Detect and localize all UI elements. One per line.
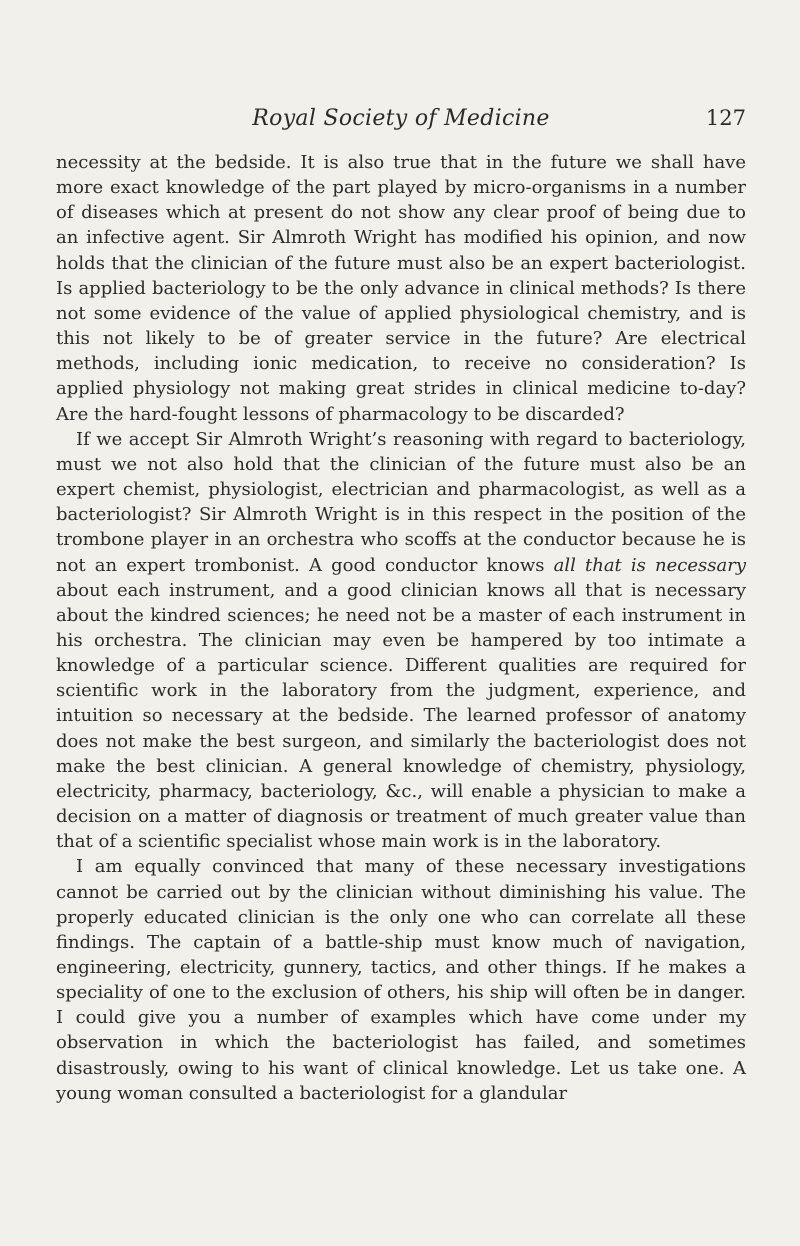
paragraph-1 — [56, 150, 746, 427]
paragraph-1-text: necessity at the bedside. It is also true that in the future we shall have more exact knowledge of the part played by micro-organisms in a number of diseases which at present do not show any clear proof of being due to an infective agent. Sir Almroth Wright has modified his opinion, and now holds that the clinician of the future must also be an expert bacteriologist. Is applied bacteriology to be the only advance in clinical methods? Is there not some evidence of the value of applied physiological chemistry, and is this not likely to be of greater service in the future? Are electrical methods, including ionic medication, to receive no consideration? Is applied physiology not making great strides in clinical medicine to-day? Are the hard-fought lessons of pharmacology to be discarded? — [56, 152, 746, 425]
paragraph-2-text-a: If we accept Sir Almroth Wright’s reasoning with regard to bacteriology, must we not also hold that the clinician of the future must also be an expert chemist, physiologist, electrician and pharmacologist, as well as a bacteriologist? Sir Almroth Wright is in this respect in the position of the trombone player in an orchestra who scoffs at the conductor because he is not an expert trombonist. A good conductor knows — [56, 428, 746, 576]
paragraph-2 — [56, 427, 746, 855]
emphasis-all-that-is-necessary: all that is necessary — [553, 554, 746, 576]
paragraph-2-text-b: about each instrument, and a good clinician knows all that is necessary about the kindred sciences; he need not be a master of each instrument in his orchestra. The clinician may even be hampered by too intimate a knowledge of a particular science. Different qualities are required for scientific work in the laboratory from the judgment, experience, and intuition so necessary at the bedside. The learned professor of anatomy does not make the best surgeon, and similarly the bacteriologist does not make the best clinician. A general knowledge of chemistry, physiology, electricity, pharmacy, bacteriology, &c., will enable a physician to make a decision on a matter of diagnosis or treatment of much greater value than that of a scientific specialist whose main work is in the laboratory. — [56, 579, 746, 853]
paragraph-3 — [56, 854, 746, 1106]
body-text — [56, 150, 746, 1106]
page-number: 127 — [705, 106, 746, 130]
paragraph-3-text: I am equally convinced that many of these necessary investigations cannot be carried out by the clinician without diminishing his value. The properly educated clinician is the only one who can correlate all these findings. The captain of a battle-ship must know much of navigation, engineering, electricity, gunnery, tactics, and other things. If he makes a speciality of one to the exclusion of others, his ship will often be in danger. I could give you a number of examples which have come under my observation in which the bacteriologist has failed, and sometimes disastrously, owing to his want of clinical knowledge. Let us take one. A young woman consulted a bacteriologist for a glandular — [56, 856, 746, 1104]
running-title: Royal Society of Medicine — [252, 106, 550, 131]
running-head — [56, 106, 746, 140]
